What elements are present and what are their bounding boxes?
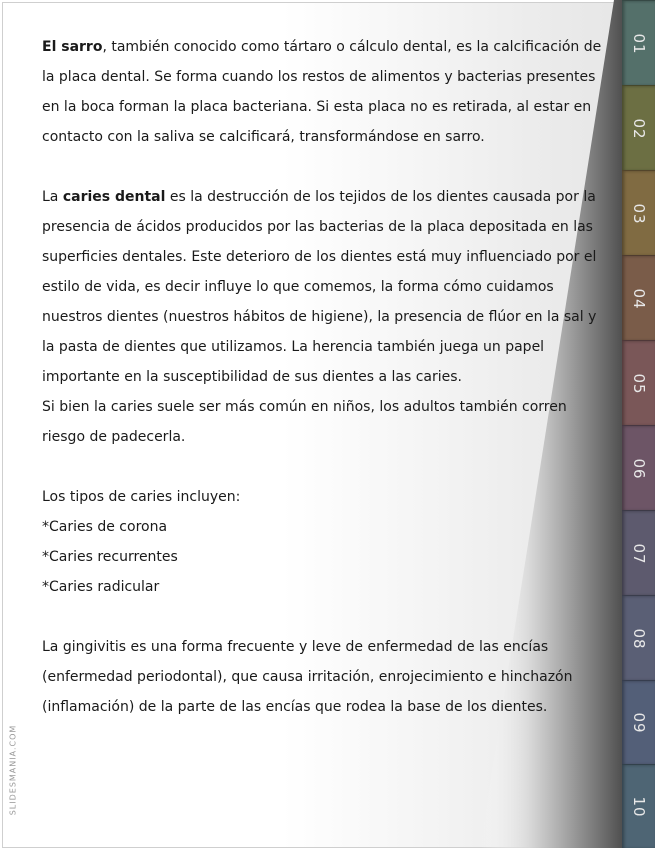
tab-label: 08 — [629, 627, 648, 650]
tab-02[interactable] — [622, 85, 655, 171]
watermark — [6, 700, 20, 840]
tab-08[interactable] — [622, 595, 655, 681]
tab-01[interactable] — [622, 0, 655, 86]
tab-10[interactable] — [622, 764, 655, 848]
tab-label: 09 — [629, 712, 648, 734]
paragraph-caries — [42, 182, 602, 392]
tab-label: 02 — [629, 117, 648, 140]
list-item: *Caries radicular — [42, 579, 160, 595]
tab-09[interactable] — [622, 680, 655, 765]
paragraph-caries-prefix: La — [42, 189, 63, 205]
paragraph-caries-text: es la destrucción de los tejidos de los dientes causada por la presencia de ácidos producidos por las bacterias de la placa depositada en las superficies dentales. Este deterioro de los dientes está muy influenciado por el estilo de vida, es decir influye lo que comemos, la forma cómo cuidamos nuestros dientes (nuestros hábitos de higiene), la presencia de flúor en la sal y la pasta de dientes que utilizamos. La herencia también juega un papel importante en la susceptibilidad de sus dientes a las caries. — [42, 189, 597, 385]
document-body — [42, 32, 602, 722]
tab-06[interactable] — [622, 425, 655, 511]
tab-label: 05 — [629, 372, 648, 395]
tab-label: 04 — [629, 287, 648, 310]
paragraph-gingivitis: La gingivitis es una forma frecuente y leve de enfermedad de las encías (enfermedad periodontal), que causa irritación, enrojecimiento e hinchazón (inflamación) de la parte de las encías que rodea la base de los dientes. — [42, 639, 573, 715]
tab-label: 01 — [629, 32, 648, 55]
paragraph-sarro — [42, 32, 602, 152]
tab-label: 10 — [629, 796, 648, 818]
list-item: *Caries recurrentes — [42, 549, 178, 565]
paragraph-caries-adultos: Si bien la caries suele ser más común en niños, los adultos también corren riesgo de padecerla. — [42, 399, 567, 445]
tab-04[interactable] — [622, 255, 655, 341]
tab-03[interactable] — [622, 170, 655, 256]
paragraph-sarro-text: , también conocido como tártaro o cálculo dental, es la calcificación de la placa dental. Se forma cuando los restos de alimentos y bacterias presentes en la boca forman la placa bacteriana. Si esta placa no es retirada, al estar en contacto con la saliva se calcificará, transformándose en sarro. — [42, 39, 602, 145]
list-item: *Caries de corona — [42, 519, 168, 535]
list-intro: Los tipos de caries incluyen: — [42, 489, 241, 505]
section-tabs — [622, 0, 655, 848]
tab-label: 07 — [629, 542, 648, 565]
watermark-text: SLIDESMANIA.COM — [8, 724, 18, 816]
tab-label: 06 — [629, 457, 648, 480]
term-sarro: El sarro — [42, 39, 103, 55]
term-caries-dental: caries dental — [62, 189, 166, 205]
tab-07[interactable] — [622, 510, 655, 596]
tab-05[interactable] — [622, 340, 655, 426]
tab-label: 03 — [629, 202, 648, 225]
